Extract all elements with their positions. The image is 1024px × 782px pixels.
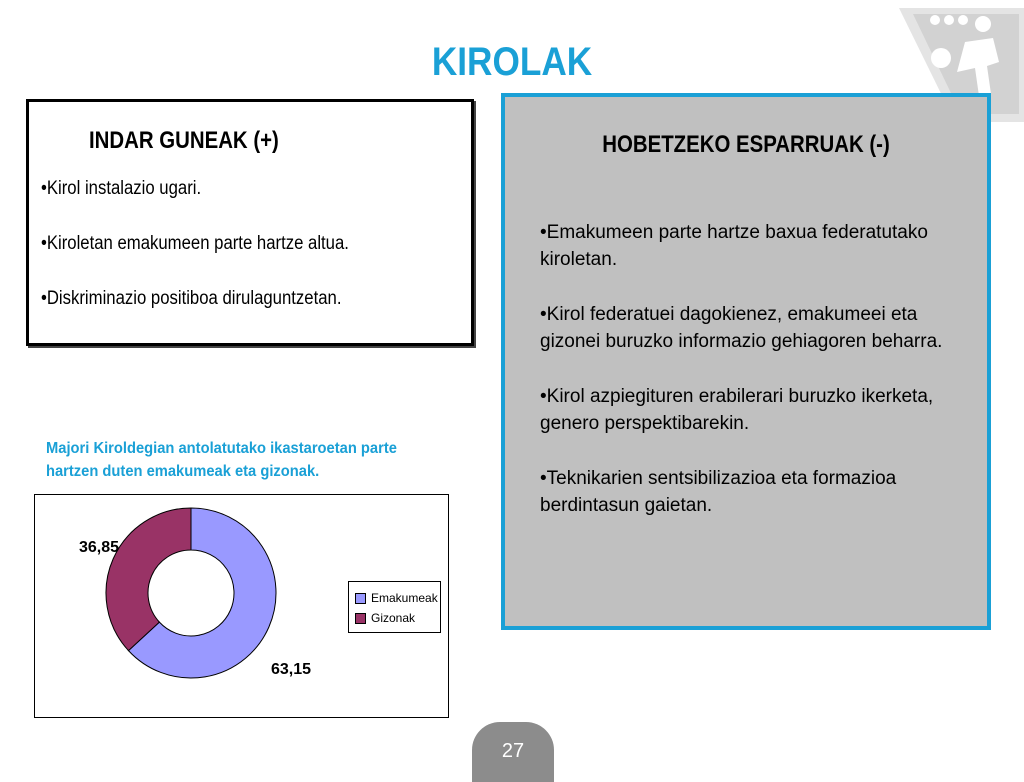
data-label-gizonak: 36,85 xyxy=(79,539,120,556)
improvements-heading: HOBETZEKO ESPARRUAK (-) xyxy=(602,131,890,158)
strengths-heading: INDAR GUNEAK (+) xyxy=(89,127,279,154)
strengths-item: •Kiroletan emakumeen parte hartze altua. xyxy=(41,233,349,254)
legend-item-gizonak xyxy=(355,610,415,626)
legend-swatch xyxy=(355,593,366,604)
donut-slice-gizonak xyxy=(106,508,191,651)
data-label-emakumeak: 63,15 xyxy=(271,661,312,678)
page-number: 27 xyxy=(501,740,525,762)
donut-chart xyxy=(34,494,449,718)
improvements-item: •Kirol federatuei dagokienez, emakumeei eta gizonei buruzko informazio gehiagoren beharra. xyxy=(540,304,943,352)
legend-label: Emakumeak xyxy=(371,591,438,605)
improvements-item: •Kirol azpiegituren erabilerari buruzko ikerketa, genero perspektibarekin. xyxy=(540,386,934,434)
strengths-item: •Kirol instalazio ugari. xyxy=(41,178,202,199)
strengths-box xyxy=(26,99,474,346)
legend-item-emakumeak xyxy=(355,590,438,606)
slide-title: KIROLAK xyxy=(431,40,593,84)
legend-swatch xyxy=(355,613,366,624)
improvements-item: •Teknikarien sentsibilizazioa eta formazioa berdintasun gaietan. xyxy=(540,468,897,516)
chart-legend xyxy=(348,581,441,633)
strengths-item: •Diskriminazio positiboa dirulaguntzetan. xyxy=(41,288,342,309)
legend-label: Gizonak xyxy=(371,611,416,625)
improvements-item: •Emakumeen parte hartze baxua federatutako kiroletan. xyxy=(540,222,928,270)
page-number-tab xyxy=(472,722,554,782)
improvements-box xyxy=(501,93,991,630)
chart-caption: Majori Kiroldegian antolatutako ikastaroetan parte hartzen duten emakumeak eta gizonak. xyxy=(46,440,397,480)
